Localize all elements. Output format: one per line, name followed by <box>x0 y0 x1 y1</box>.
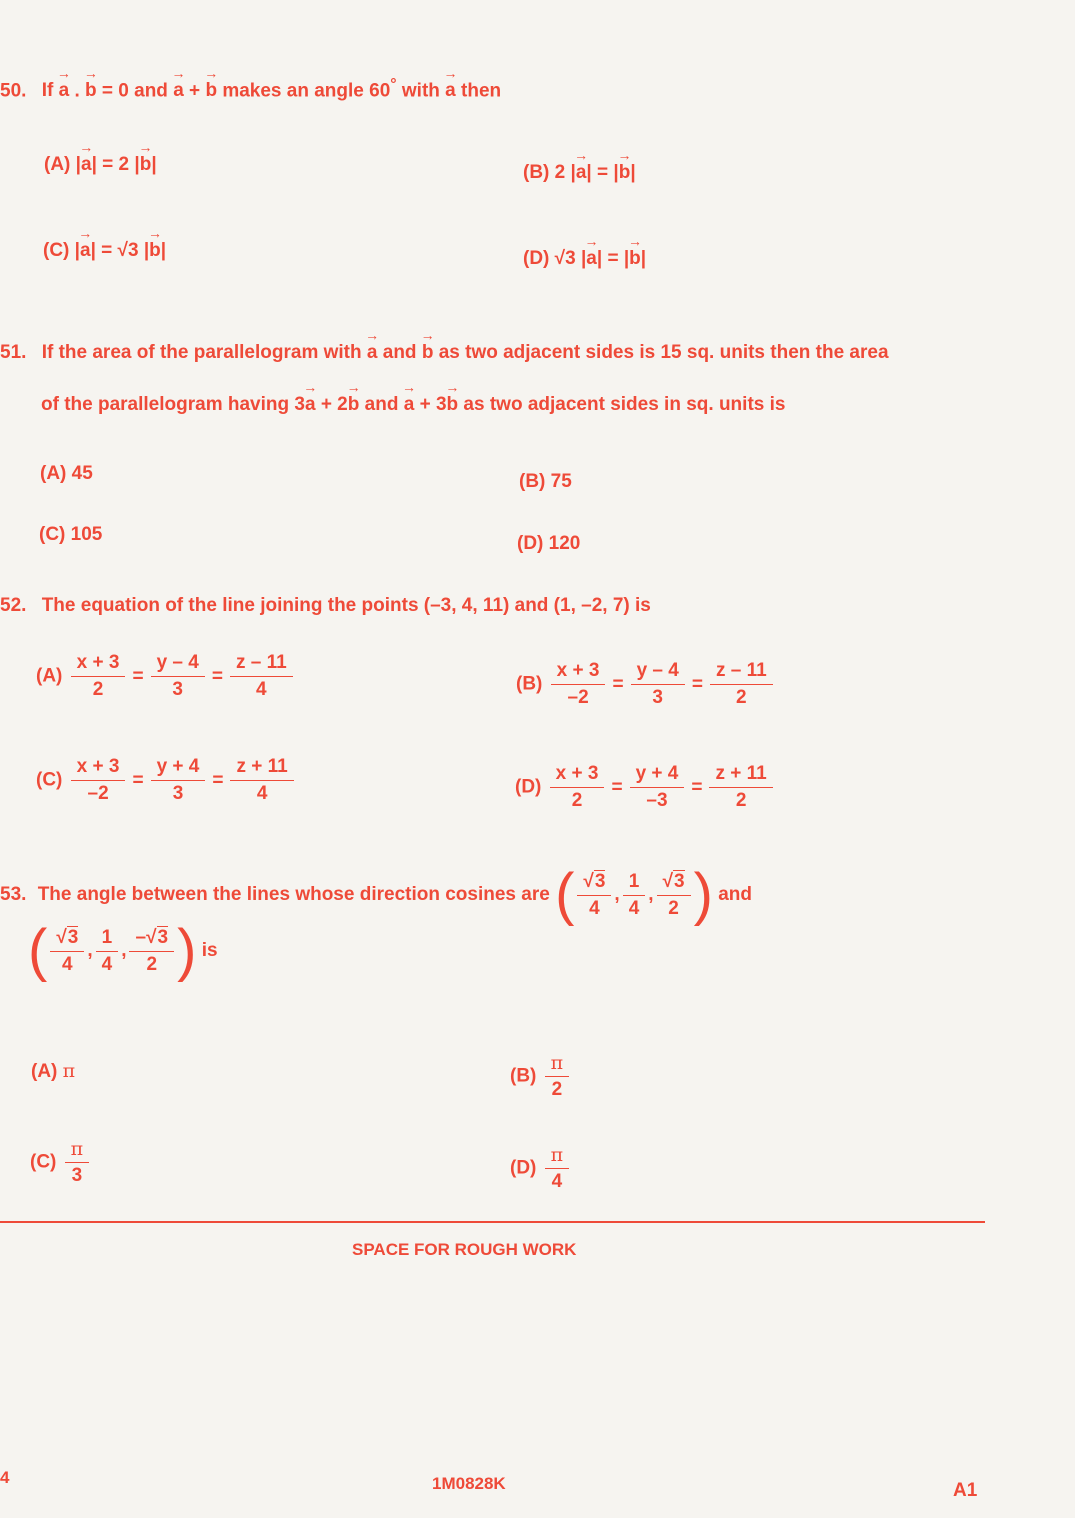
divider <box>0 1221 985 1223</box>
question-53: 53. The angle between the lines whose direction cosines are ( $\frac{√3}{4}$ , $\frac{1}{4}$ , $\frac{√3}{2}$ ) and <box>0 862 752 927</box>
vector-a: → a <box>59 80 70 102</box>
question-51: 51. If the area of the parallelogram with → a and → b as two adjacent sides is 15 sq. units then the area <box>0 342 889 364</box>
fraction: $\frac{-√3}{2}$ <box>129 927 174 976</box>
question-number: 51. <box>0 342 27 363</box>
vector-b: → b <box>205 80 217 102</box>
rough-work-label: SPACE FOR ROUGH WORK <box>352 1240 577 1259</box>
option-b[interactable]: (B) 2 |→ a| = |→ b| <box>523 162 636 184</box>
option-c[interactable]: (C) 105 <box>39 524 103 545</box>
option-a[interactable]: (A) |→ a| = 2 |→ b| <box>44 154 157 176</box>
fraction: $\frac{x + 3}{2}$ <box>71 652 126 701</box>
question-50: 50. If → a . → b = 0 and → a + → b makes an angle 60° with → a then <box>0 76 501 102</box>
option-b[interactable]: (B) $\frac{\pi}{2}$ <box>510 1052 572 1101</box>
option-d[interactable]: (D) 120 <box>517 533 581 554</box>
fraction: $\frac{z - 11}{4}$ <box>230 652 293 701</box>
fraction: $\frac{\pi}{2}$ <box>545 1052 570 1101</box>
question-number: 52. <box>0 595 27 616</box>
fraction: $\frac{√3}{4}$ <box>50 927 84 976</box>
option-a[interactable]: (A) π <box>31 1060 76 1082</box>
booklet-code: 1M0828K <box>432 1474 506 1493</box>
vector-b: → b <box>85 80 97 102</box>
vector-a: → a <box>445 80 456 102</box>
fraction: $\frac{1}{4}$ <box>96 927 119 976</box>
option-c[interactable]: (C) $\frac{\pi}{3}$ <box>30 1138 92 1187</box>
question-53-line2: ( $\frac{√3}{4}$ , $\frac{1}{4}$ , $\frac{-√3}{2}$ ) is <box>28 918 218 983</box>
series-code: A1 <box>953 1480 978 1501</box>
page-number: 4 <box>0 1468 10 1487</box>
fraction: $\frac{x + 3}{-2}$ <box>71 756 126 805</box>
fraction: $\frac{√3}{2}$ <box>657 871 691 920</box>
option-d[interactable]: (D) √3 |→ a| = |→ b| <box>523 248 646 270</box>
fraction: $\frac{y - 4}{3}$ <box>151 652 205 701</box>
fraction: $\frac{\pi}{3}$ <box>65 1138 90 1187</box>
option-a[interactable]: (A) 45 <box>40 463 93 484</box>
option-d[interactable]: (D) $\frac{x + 3}{2}$ = $\frac{y + 4}{-3}$ = $\frac{z + 11}{2}$ <box>515 763 776 812</box>
fraction: $\frac{z + 11}{4}$ <box>230 756 293 805</box>
fraction: $\frac{\pi}{4}$ <box>545 1144 570 1193</box>
fraction: $\frac{y - 4}{3}$ <box>631 660 685 709</box>
option-d[interactable]: (D) $\frac{\pi}{4}$ <box>510 1144 572 1193</box>
fraction: $\frac{y + 4}{-3}$ <box>630 763 685 812</box>
option-c[interactable]: (C) $\frac{x + 3}{-2}$ = $\frac{y + 4}{3}$ = $\frac{z + 11}{4}$ <box>36 756 297 805</box>
question-51-line2: of the parallelogram having 3→ a + 2→ b and → a + 3→ b as two adjacent sides in sq. units is <box>41 394 785 416</box>
question-52: 52. The equation of the line joining the points (–3, 4, 11) and (1, –2, 7) is <box>0 595 651 616</box>
option-c[interactable]: (C) |→ a| = √3 |→ b| <box>43 240 166 262</box>
fraction: $\frac{z - 11}{2}$ <box>710 660 773 709</box>
fraction: $\frac{x + 3}{-2}$ <box>551 660 606 709</box>
fraction: $\frac{x + 3}{2}$ <box>550 763 605 812</box>
question-number: 53. <box>0 884 27 906</box>
option-b[interactable]: (B) 75 <box>519 471 572 492</box>
vector-a: → a <box>173 80 184 102</box>
fraction: $\frac{√3}{4}$ <box>577 871 611 920</box>
question-number: 50. <box>0 80 27 102</box>
option-b[interactable]: (B) $\frac{x + 3}{-2}$ = $\frac{y - 4}{3}$ = $\frac{z - 11}{2}$ <box>516 660 776 709</box>
fraction: $\frac{z + 11}{2}$ <box>709 763 772 812</box>
fraction: $\frac{y + 4}{3}$ <box>151 756 206 805</box>
fraction: $\frac{1}{4}$ <box>623 871 646 920</box>
option-a[interactable]: (A) $\frac{x + 3}{2}$ = $\frac{y - 4}{3}$ = $\frac{z - 11}{4}$ <box>36 652 296 701</box>
